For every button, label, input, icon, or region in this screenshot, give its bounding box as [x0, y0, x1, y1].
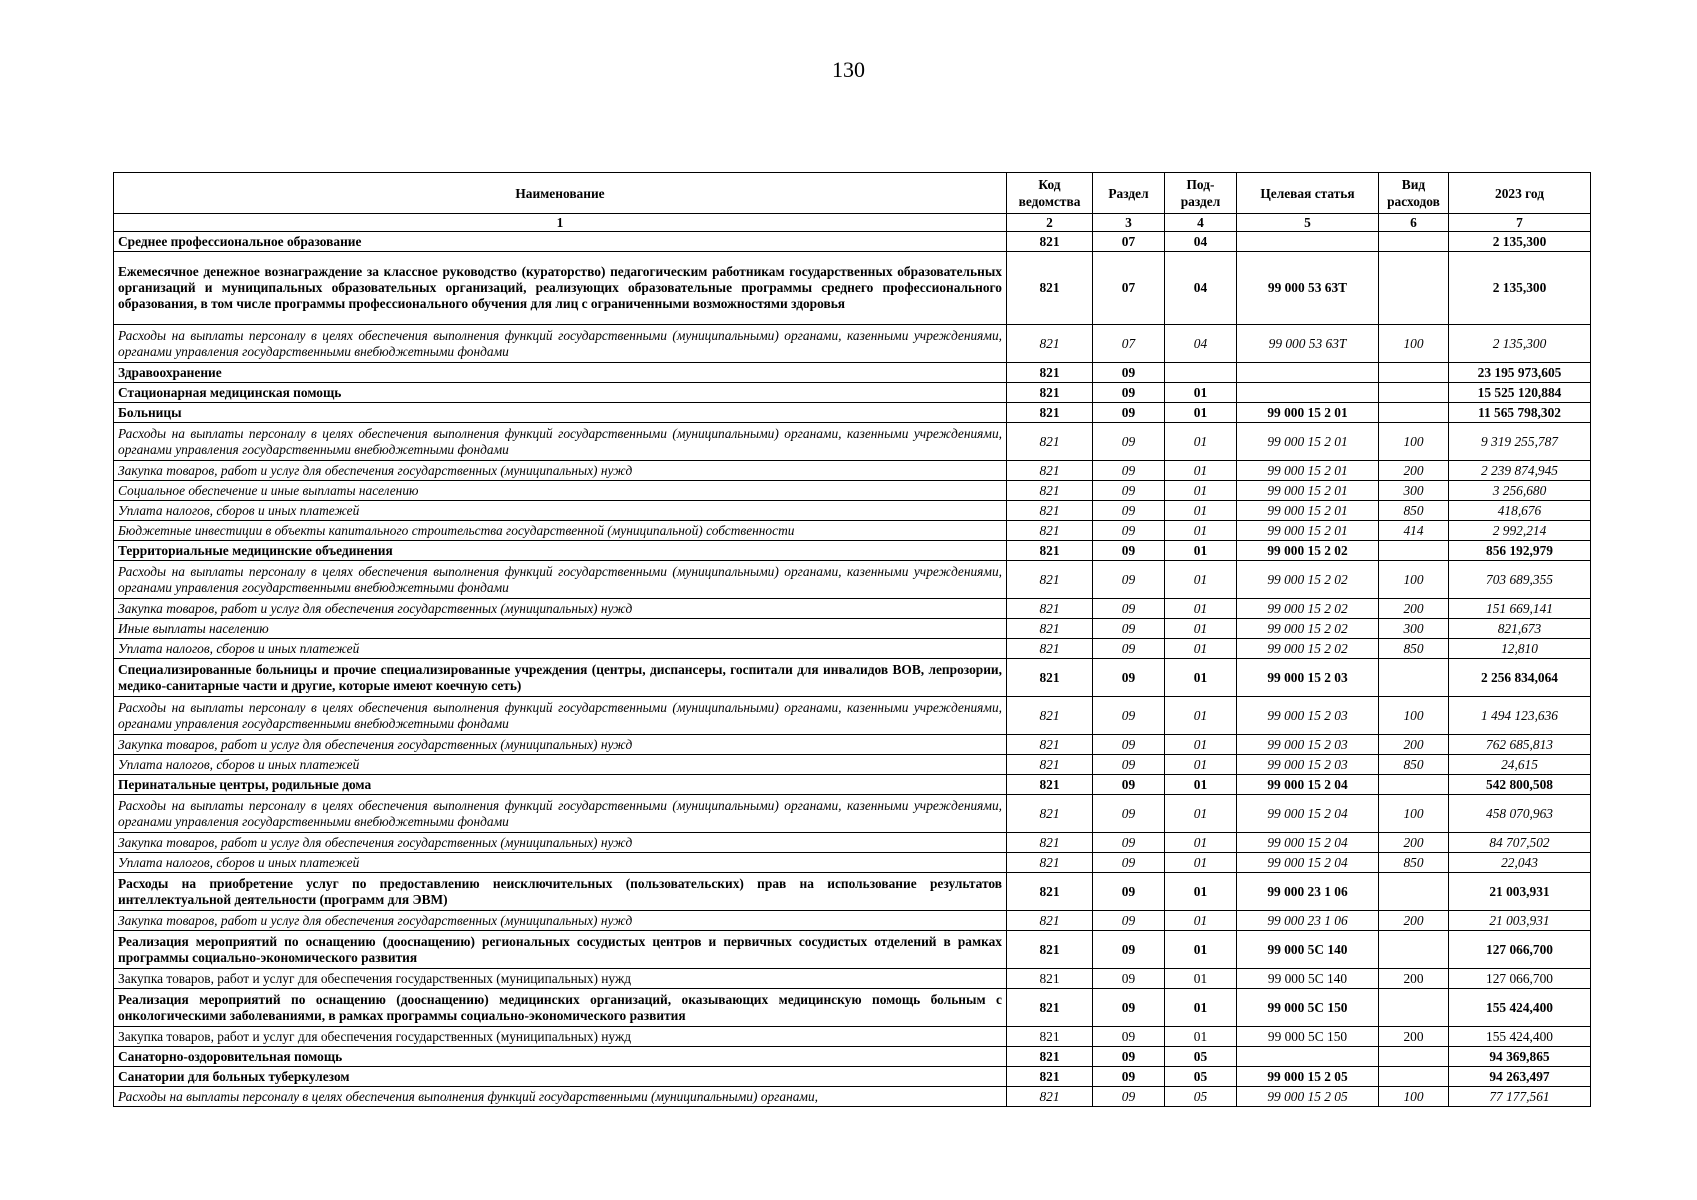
cell-razdel: 09 [1093, 619, 1165, 639]
cell-name: Санатории для больных туберкулезом [114, 1067, 1007, 1087]
cell-target-article: 99 000 15 2 04 [1237, 833, 1379, 853]
cell-ved: 821 [1007, 325, 1093, 363]
table-row [114, 423, 1591, 461]
cell-amount-2023: 2 135,300 [1449, 252, 1591, 325]
cell-razdel: 09 [1093, 521, 1165, 541]
cell-ved: 821 [1007, 1027, 1093, 1047]
cell-ved: 821 [1007, 639, 1093, 659]
cell-ved: 821 [1007, 561, 1093, 599]
cell-name: Расходы на выплаты персоналу в целях обеспечения выполнения функций государственными (муниципальными) органами, казенными учреждениями, органами управления государственными внебюджетными фондами [114, 423, 1007, 461]
cell-podrazdel: 04 [1165, 252, 1237, 325]
cell-razdel: 09 [1093, 873, 1165, 911]
cell-razdel: 09 [1093, 1047, 1165, 1067]
col-header-razdel: Раздел [1093, 173, 1165, 214]
cell-razdel: 09 [1093, 501, 1165, 521]
cell-target-article: 99 000 5С 140 [1237, 931, 1379, 969]
table-row [114, 911, 1591, 931]
cell-amount-2023: 1 494 123,636 [1449, 697, 1591, 735]
table-row [114, 383, 1591, 403]
cell-name: Ежемесячное денежное вознаграждение за классное руководство (кураторство) педагогическим работникам государственных образовательных организаций и муниципальных образовательных организаций, реализующих образовательные программы среднего профессионального образования, в том числе программы профессионального обучения для лиц с ограниченными возможностями здоровья [114, 252, 1007, 325]
table-row [114, 853, 1591, 873]
cell-expense-type: 100 [1379, 325, 1449, 363]
col-header-name: Наименование [114, 173, 1007, 214]
cell-podrazdel: 04 [1165, 325, 1237, 363]
cell-podrazdel: 01 [1165, 931, 1237, 969]
cell-name: Закупка товаров, работ и услуг для обеспечения государственных (муниципальных) нужд [114, 911, 1007, 931]
table-row [114, 989, 1591, 1027]
cell-name: Расходы на выплаты персоналу в целях обеспечения выполнения функций государственными (муниципальными) органами, казенными учреждениями, органами управления государственными внебюджетными фондами [114, 561, 1007, 599]
cell-podrazdel: 01 [1165, 989, 1237, 1027]
cell-podrazdel: 01 [1165, 541, 1237, 561]
cell-podrazdel: 01 [1165, 853, 1237, 873]
table-row [114, 775, 1591, 795]
cell-amount-2023: 24,615 [1449, 755, 1591, 775]
cell-amount-2023: 155 424,400 [1449, 1027, 1591, 1047]
table-row [114, 969, 1591, 989]
cell-ved: 821 [1007, 619, 1093, 639]
col-header-podrazdel: Под-раздел [1165, 173, 1237, 214]
cell-name: Закупка товаров, работ и услуг для обеспечения государственных (муниципальных) нужд [114, 599, 1007, 619]
cell-amount-2023: 21 003,931 [1449, 911, 1591, 931]
cell-ved: 821 [1007, 969, 1093, 989]
cell-name: Больницы [114, 403, 1007, 423]
cell-expense-type: 100 [1379, 795, 1449, 833]
cell-podrazdel: 01 [1165, 969, 1237, 989]
cell-ved: 821 [1007, 383, 1093, 403]
cell-expense-type: 200 [1379, 911, 1449, 931]
cell-amount-2023: 127 066,700 [1449, 931, 1591, 969]
cell-amount-2023: 21 003,931 [1449, 873, 1591, 911]
cell-razdel: 09 [1093, 383, 1165, 403]
cell-ved: 821 [1007, 697, 1093, 735]
cell-amount-2023: 703 689,355 [1449, 561, 1591, 599]
cell-razdel: 07 [1093, 325, 1165, 363]
cell-amount-2023: 2 135,300 [1449, 232, 1591, 252]
cell-name: Санаторно-оздоровительная помощь [114, 1047, 1007, 1067]
col-header-sum: 2023 год [1449, 173, 1591, 214]
cell-target-article: 99 000 15 2 03 [1237, 659, 1379, 697]
cell-amount-2023: 9 319 255,787 [1449, 423, 1591, 461]
table-row [114, 252, 1591, 325]
cell-expense-type: 200 [1379, 969, 1449, 989]
col-header-vr: Вид расходов [1379, 173, 1449, 214]
cell-amount-2023: 821,673 [1449, 619, 1591, 639]
cell-target-article: 99 000 5С 150 [1237, 1027, 1379, 1047]
cell-name: Закупка товаров, работ и услуг для обеспечения государственных (муниципальных) нужд [114, 1027, 1007, 1047]
cell-target-article: 99 000 15 2 01 [1237, 423, 1379, 461]
cell-target-article: 99 000 15 2 01 [1237, 403, 1379, 423]
cell-razdel: 09 [1093, 639, 1165, 659]
table-row [114, 1067, 1591, 1087]
cell-razdel: 09 [1093, 403, 1165, 423]
cell-razdel: 09 [1093, 735, 1165, 755]
cell-ved: 821 [1007, 403, 1093, 423]
col-number: 6 [1379, 214, 1449, 232]
cell-target-article: 99 000 15 2 04 [1237, 795, 1379, 833]
cell-name: Реализация мероприятий по оснащению (дооснащению) региональных сосудистых центров и первичных сосудистых отделений в рамках программы социально-экономического развития [114, 931, 1007, 969]
cell-expense-type: 300 [1379, 481, 1449, 501]
table-header-row [114, 173, 1591, 214]
cell-amount-2023: 22,043 [1449, 853, 1591, 873]
cell-target-article: 99 000 53 63Т [1237, 325, 1379, 363]
table-row [114, 541, 1591, 561]
cell-target-article: 99 000 23 1 06 [1237, 911, 1379, 931]
cell-amount-2023: 77 177,561 [1449, 1087, 1591, 1107]
cell-expense-type: 100 [1379, 561, 1449, 599]
cell-name: Расходы на выплаты персоналу в целях обеспечения выполнения функций государственными (муниципальными) органами, казенными учреждениями, органами управления государственными внебюджетными фондами [114, 325, 1007, 363]
cell-expense-type: 100 [1379, 1087, 1449, 1107]
cell-podrazdel: 05 [1165, 1047, 1237, 1067]
cell-podrazdel: 01 [1165, 521, 1237, 541]
table-row [114, 931, 1591, 969]
cell-podrazdel: 01 [1165, 755, 1237, 775]
table-row [114, 1087, 1591, 1107]
cell-amount-2023: 2 256 834,064 [1449, 659, 1591, 697]
cell-target-article [1237, 363, 1379, 383]
cell-podrazdel: 01 [1165, 1027, 1237, 1047]
cell-ved: 821 [1007, 1047, 1093, 1067]
cell-podrazdel: 01 [1165, 561, 1237, 599]
table-row [114, 755, 1591, 775]
cell-name: Территориальные медицинские объединения [114, 541, 1007, 561]
table-row [114, 1047, 1591, 1067]
table-row [114, 833, 1591, 853]
cell-name: Уплата налогов, сборов и иных платежей [114, 639, 1007, 659]
cell-podrazdel: 04 [1165, 232, 1237, 252]
cell-expense-type [1379, 232, 1449, 252]
cell-amount-2023: 127 066,700 [1449, 969, 1591, 989]
cell-razdel: 09 [1093, 697, 1165, 735]
cell-podrazdel: 05 [1165, 1067, 1237, 1087]
cell-podrazdel [1165, 363, 1237, 383]
cell-amount-2023: 762 685,813 [1449, 735, 1591, 755]
cell-ved: 821 [1007, 735, 1093, 755]
cell-expense-type: 850 [1379, 755, 1449, 775]
cell-expense-type [1379, 383, 1449, 403]
cell-podrazdel: 01 [1165, 833, 1237, 853]
cell-target-article [1237, 1047, 1379, 1067]
cell-amount-2023: 3 256,680 [1449, 481, 1591, 501]
cell-expense-type [1379, 1067, 1449, 1087]
column-number-row [114, 214, 1591, 232]
cell-expense-type: 200 [1379, 1027, 1449, 1047]
cell-ved: 821 [1007, 599, 1093, 619]
cell-amount-2023: 458 070,963 [1449, 795, 1591, 833]
cell-podrazdel: 01 [1165, 383, 1237, 403]
cell-target-article: 99 000 15 2 04 [1237, 853, 1379, 873]
table-row [114, 325, 1591, 363]
cell-target-article: 99 000 23 1 06 [1237, 873, 1379, 911]
cell-ved: 821 [1007, 931, 1093, 969]
cell-expense-type [1379, 252, 1449, 325]
cell-target-article: 99 000 5С 150 [1237, 989, 1379, 1027]
cell-amount-2023: 542 800,508 [1449, 775, 1591, 795]
cell-ved: 821 [1007, 659, 1093, 697]
cell-amount-2023: 155 424,400 [1449, 989, 1591, 1027]
table-row [114, 363, 1591, 383]
cell-ved: 821 [1007, 501, 1093, 521]
cell-razdel: 09 [1093, 481, 1165, 501]
cell-ved: 821 [1007, 795, 1093, 833]
cell-expense-type: 200 [1379, 735, 1449, 755]
table-row [114, 619, 1591, 639]
cell-name: Бюджетные инвестиции в объекты капитального строительства государственной (муниципальной) собственности [114, 521, 1007, 541]
col-header-ved: Код ведомства [1007, 173, 1093, 214]
cell-podrazdel: 01 [1165, 423, 1237, 461]
cell-ved: 821 [1007, 232, 1093, 252]
cell-target-article: 99 000 15 2 03 [1237, 755, 1379, 775]
cell-name: Социальное обеспечение и иные выплаты населению [114, 481, 1007, 501]
cell-amount-2023: 23 195 973,605 [1449, 363, 1591, 383]
cell-expense-type: 300 [1379, 619, 1449, 639]
cell-ved: 821 [1007, 423, 1093, 461]
cell-ved: 821 [1007, 461, 1093, 481]
cell-name: Иные выплаты населению [114, 619, 1007, 639]
cell-razdel: 09 [1093, 795, 1165, 833]
cell-name: Среднее профессиональное образование [114, 232, 1007, 252]
col-number: 3 [1093, 214, 1165, 232]
cell-target-article: 99 000 15 2 01 [1237, 501, 1379, 521]
cell-expense-type: 850 [1379, 639, 1449, 659]
cell-podrazdel: 01 [1165, 461, 1237, 481]
cell-podrazdel: 01 [1165, 873, 1237, 911]
table-row [114, 461, 1591, 481]
cell-target-article [1237, 232, 1379, 252]
cell-target-article: 99 000 15 2 02 [1237, 619, 1379, 639]
cell-amount-2023: 2 992,214 [1449, 521, 1591, 541]
cell-expense-type [1379, 873, 1449, 911]
cell-ved: 821 [1007, 1087, 1093, 1107]
cell-name: Уплата налогов, сборов и иных платежей [114, 501, 1007, 521]
cell-name: Стационарная медицинская помощь [114, 383, 1007, 403]
table-row [114, 232, 1591, 252]
cell-name: Закупка товаров, работ и услуг для обеспечения государственных (муниципальных) нужд [114, 969, 1007, 989]
cell-ved: 821 [1007, 853, 1093, 873]
cell-target-article: 99 000 15 2 03 [1237, 697, 1379, 735]
cell-name: Реализация мероприятий по оснащению (дооснащению) медицинских организаций, оказывающих медицинскую помощь больным с онкологическими заболеваниями, в рамках программы социально-экономического развития [114, 989, 1007, 1027]
cell-amount-2023: 11 565 798,302 [1449, 403, 1591, 423]
cell-razdel: 09 [1093, 775, 1165, 795]
cell-razdel: 09 [1093, 363, 1165, 383]
cell-podrazdel: 01 [1165, 501, 1237, 521]
cell-ved: 821 [1007, 363, 1093, 383]
cell-razdel: 07 [1093, 232, 1165, 252]
col-number: 7 [1449, 214, 1591, 232]
cell-razdel: 09 [1093, 461, 1165, 481]
table-row [114, 639, 1591, 659]
cell-expense-type: 200 [1379, 461, 1449, 481]
cell-expense-type [1379, 659, 1449, 697]
table-row [114, 1027, 1591, 1047]
cell-target-article: 99 000 15 2 04 [1237, 775, 1379, 795]
cell-amount-2023: 856 192,979 [1449, 541, 1591, 561]
cell-target-article: 99 000 5С 140 [1237, 969, 1379, 989]
cell-razdel: 09 [1093, 931, 1165, 969]
cell-expense-type [1379, 931, 1449, 969]
cell-razdel: 09 [1093, 853, 1165, 873]
table-row [114, 501, 1591, 521]
cell-expense-type [1379, 363, 1449, 383]
cell-name: Закупка товаров, работ и услуг для обеспечения государственных (муниципальных) нужд [114, 833, 1007, 853]
table-row [114, 521, 1591, 541]
cell-ved: 821 [1007, 911, 1093, 931]
cell-razdel: 09 [1093, 969, 1165, 989]
cell-name: Расходы на выплаты персоналу в целях обеспечения выполнения функций государственными (муниципальными) органами, [114, 1087, 1007, 1107]
cell-expense-type: 850 [1379, 853, 1449, 873]
cell-target-article: 99 000 15 2 05 [1237, 1067, 1379, 1087]
cell-name: Уплата налогов, сборов и иных платежей [114, 755, 1007, 775]
cell-amount-2023: 2 135,300 [1449, 325, 1591, 363]
cell-expense-type: 200 [1379, 599, 1449, 619]
cell-amount-2023: 2 239 874,945 [1449, 461, 1591, 481]
cell-razdel: 09 [1093, 561, 1165, 599]
table-body [114, 232, 1591, 1107]
cell-razdel: 09 [1093, 755, 1165, 775]
cell-razdel: 09 [1093, 1087, 1165, 1107]
cell-expense-type: 100 [1379, 423, 1449, 461]
cell-podrazdel: 01 [1165, 403, 1237, 423]
cell-expense-type: 850 [1379, 501, 1449, 521]
cell-ved: 821 [1007, 989, 1093, 1027]
cell-amount-2023: 94 369,865 [1449, 1047, 1591, 1067]
cell-name: Расходы на выплаты персоналу в целях обеспечения выполнения функций государственными (муниципальными) органами, казенными учреждениями, органами управления государственными внебюджетными фондами [114, 697, 1007, 735]
cell-ved: 821 [1007, 541, 1093, 561]
cell-target-article: 99 000 15 2 02 [1237, 639, 1379, 659]
table-row [114, 481, 1591, 501]
budget-table [113, 172, 1591, 1107]
table-row [114, 697, 1591, 735]
cell-ved: 821 [1007, 481, 1093, 501]
cell-razdel: 09 [1093, 833, 1165, 853]
cell-target-article: 99 000 15 2 02 [1237, 541, 1379, 561]
cell-amount-2023: 15 525 120,884 [1449, 383, 1591, 403]
cell-podrazdel: 01 [1165, 735, 1237, 755]
cell-target-article: 99 000 15 2 02 [1237, 599, 1379, 619]
cell-podrazdel: 01 [1165, 911, 1237, 931]
cell-ved: 821 [1007, 521, 1093, 541]
cell-razdel: 09 [1093, 911, 1165, 931]
cell-podrazdel: 01 [1165, 659, 1237, 697]
cell-razdel: 09 [1093, 541, 1165, 561]
cell-podrazdel: 01 [1165, 795, 1237, 833]
cell-ved: 821 [1007, 755, 1093, 775]
cell-razdel: 09 [1093, 1067, 1165, 1087]
cell-target-article: 99 000 15 2 01 [1237, 461, 1379, 481]
cell-podrazdel: 05 [1165, 1087, 1237, 1107]
cell-name: Расходы на приобретение услуг по предоставлению неисключительных (пользовательских) прав на использование результатов интеллектуальной деятельности (программ для ЭВМ) [114, 873, 1007, 911]
cell-expense-type [1379, 541, 1449, 561]
cell-razdel: 07 [1093, 252, 1165, 325]
col-number: 4 [1165, 214, 1237, 232]
cell-name: Перинатальные центры, родильные дома [114, 775, 1007, 795]
cell-razdel: 09 [1093, 423, 1165, 461]
col-number: 5 [1237, 214, 1379, 232]
cell-target-article: 99 000 15 2 01 [1237, 521, 1379, 541]
cell-expense-type [1379, 989, 1449, 1027]
cell-ved: 821 [1007, 833, 1093, 853]
cell-amount-2023: 151 669,141 [1449, 599, 1591, 619]
table-row [114, 403, 1591, 423]
table-row [114, 561, 1591, 599]
cell-name: Уплата налогов, сборов и иных платежей [114, 853, 1007, 873]
cell-podrazdel: 01 [1165, 619, 1237, 639]
cell-ved: 821 [1007, 1067, 1093, 1087]
cell-name: Закупка товаров, работ и услуг для обеспечения государственных (муниципальных) нужд [114, 735, 1007, 755]
table-row [114, 659, 1591, 697]
cell-name: Расходы на выплаты персоналу в целях обеспечения выполнения функций государственными (муниципальными) органами, казенными учреждениями, органами управления государственными внебюджетными фондами [114, 795, 1007, 833]
cell-target-article: 99 000 15 2 01 [1237, 481, 1379, 501]
cell-name: Здравоохранение [114, 363, 1007, 383]
cell-ved: 821 [1007, 252, 1093, 325]
page-number: 130 [832, 57, 865, 82]
cell-expense-type [1379, 1047, 1449, 1067]
col-number: 1 [114, 214, 1007, 232]
cell-razdel: 09 [1093, 1027, 1165, 1047]
cell-razdel: 09 [1093, 989, 1165, 1027]
cell-amount-2023: 12,810 [1449, 639, 1591, 659]
cell-podrazdel: 01 [1165, 599, 1237, 619]
cell-name: Специализированные больницы и прочие специализированные учреждения (центры, диспансеры, госпитали для инвалидов ВОВ, лепрозории, медико-санитарные части и другие, которые имеют коечную сеть) [114, 659, 1007, 697]
cell-expense-type: 200 [1379, 833, 1449, 853]
cell-podrazdel: 01 [1165, 481, 1237, 501]
cell-target-article: 99 000 15 2 03 [1237, 735, 1379, 755]
table-row [114, 735, 1591, 755]
cell-ved: 821 [1007, 775, 1093, 795]
cell-target-article: 99 000 53 63Т [1237, 252, 1379, 325]
table-row [114, 599, 1591, 619]
cell-podrazdel: 01 [1165, 639, 1237, 659]
col-header-cs: Целевая статья [1237, 173, 1379, 214]
cell-target-article: 99 000 15 2 05 [1237, 1087, 1379, 1107]
cell-amount-2023: 418,676 [1449, 501, 1591, 521]
cell-ved: 821 [1007, 873, 1093, 911]
cell-amount-2023: 84 707,502 [1449, 833, 1591, 853]
cell-razdel: 09 [1093, 599, 1165, 619]
cell-expense-type [1379, 403, 1449, 423]
table-row [114, 795, 1591, 833]
cell-expense-type: 100 [1379, 697, 1449, 735]
cell-podrazdel: 01 [1165, 775, 1237, 795]
table-row [114, 873, 1591, 911]
cell-target-article [1237, 383, 1379, 403]
cell-name: Закупка товаров, работ и услуг для обеспечения государственных (муниципальных) нужд [114, 461, 1007, 481]
cell-expense-type [1379, 775, 1449, 795]
cell-expense-type: 414 [1379, 521, 1449, 541]
cell-amount-2023: 94 263,497 [1449, 1067, 1591, 1087]
cell-podrazdel: 01 [1165, 697, 1237, 735]
cell-razdel: 09 [1093, 659, 1165, 697]
col-number: 2 [1007, 214, 1093, 232]
cell-target-article: 99 000 15 2 02 [1237, 561, 1379, 599]
